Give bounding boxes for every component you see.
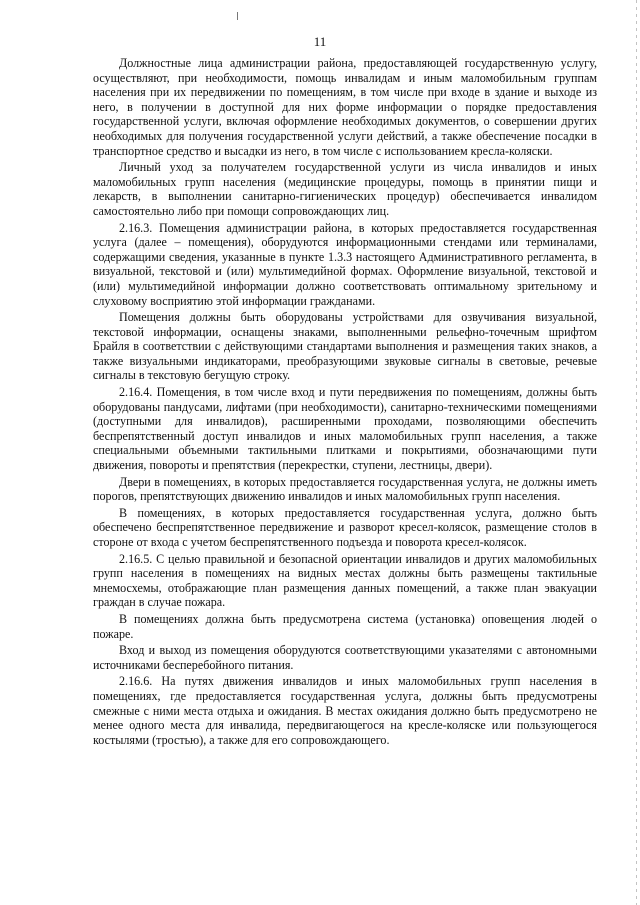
scan-edge: [636, 0, 637, 905]
paragraph: 2.16.6. На путях движения инвалидов и иных маломобильных групп населения в помещениях, где предоставляется государственная услуга, должны быть предусмотрены смежные с ними места отдыха и ожидания. В местах ожидания должно быть предусмотрено не менее одного места для инвалида, передвигающегося на кресле-коляске или пользующегося костылями (тростью), а также для его сопровождающего.: [93, 674, 597, 747]
paragraph: 2.16.3. Помещения администрации района, в которых предоставляется государственная услуга (далее – помещения), оборудуются информационными стендами или терминалами, содержащими сведения, указанные в пункте 1.3.3 настоящего Административного регламента, в визуальной, текстовой и (или) мультимедийной формах. Оформление визуальной, текстовой и (или) мультимедийной информации должно соответствовать оптимальному зрительному и слуховому восприятию этой информации гражданами.: [93, 220, 597, 308]
document-body: [93, 56, 597, 749]
paragraph: Помещения должны быть оборудованы устройствами для озвучивания визуальной, текстовой информации, оснащены знаками, выполненными рельефно-точечным шрифтом Брайля в соответствии с действующими стандартами выполнения и размещения таких знаков, а также визуальными индикаторами, преобразующими звуковые сигналы в световые, речевые сигналы в текстовую бегущую строку.: [93, 310, 597, 383]
paragraph: 2.16.4. Помещения, в том числе вход и пути передвижения по помещениям, должны быть оборудованы пандусами, лифтами (при необходимости), санитарно-техническими помещениями (доступными для инвалидов), расширенными проходами, позволяющими обеспечить беспрепятственный доступ инвалидов и иных маломобильных групп населения, а также специальными объемными тактильными плитками и покрытиями, обозначающими пути движения, повороты и препятствия (перекрестки, ступени, лестницы, двери).: [93, 385, 597, 473]
paragraph: В помещениях должна быть предусмотрена система (установка) оповещения людей о пожаре.: [93, 611, 597, 641]
page-number: 11: [313, 34, 327, 49]
paragraph: Должностные лица администрации района, предоставляющей государственную услугу, осуществляют, при необходимости, помощь инвалидам и иным маломобильным группам населения при их передвижении по помещениям, в том числе при входе в здание и выходе из него, в получении в доступной для них форме информации о порядке предоставления государственной услуги, включая оформление необходимых документов, о совершении других необходимых для получения государственной услуги действий, а также обеспечение посадки в транспортное средство и высадки из него, в том числе с использованием кресла-коляски.: [93, 56, 597, 158]
paragraph: Двери в помещениях, в которых предоставляется государственная услуга, не должны иметь порогов, препятствующих движению инвалидов и иных маломобильных групп населения.: [93, 474, 597, 504]
paragraph: Вход и выход из помещения оборудуются соответствующими указателями с автономными источниками бесперебойного питания.: [93, 643, 597, 672]
paragraph: 2.16.5. С целью правильной и безопасной ориентации инвалидов и других маломобильных групп населения в помещениях на видных местах должны быть размещены тактильные мнемосхемы, отображающие план размещения данных помещений, а также план эвакуации граждан в случае пожара.: [93, 551, 597, 610]
scan-mark: [237, 12, 238, 20]
paragraph: В помещениях, в которых предоставляется государственная услуга, должно быть обеспечено беспрепятственное передвижение и разворот кресел-колясок, размещение столов в стороне от входа с учетом беспрепятственного подъезда и поворота кресел-колясок.: [93, 505, 597, 549]
paragraph: Личный уход за получателем государственной услуги из числа инвалидов и иных маломобильных групп населения (медицинские процедуры, помощь в принятии пищи и лекарств, в выполнении санитарно-гигиенических процедур) обеспечивается инвалидом самостоятельно либо при помощи сопровождающих лиц.: [93, 160, 597, 218]
